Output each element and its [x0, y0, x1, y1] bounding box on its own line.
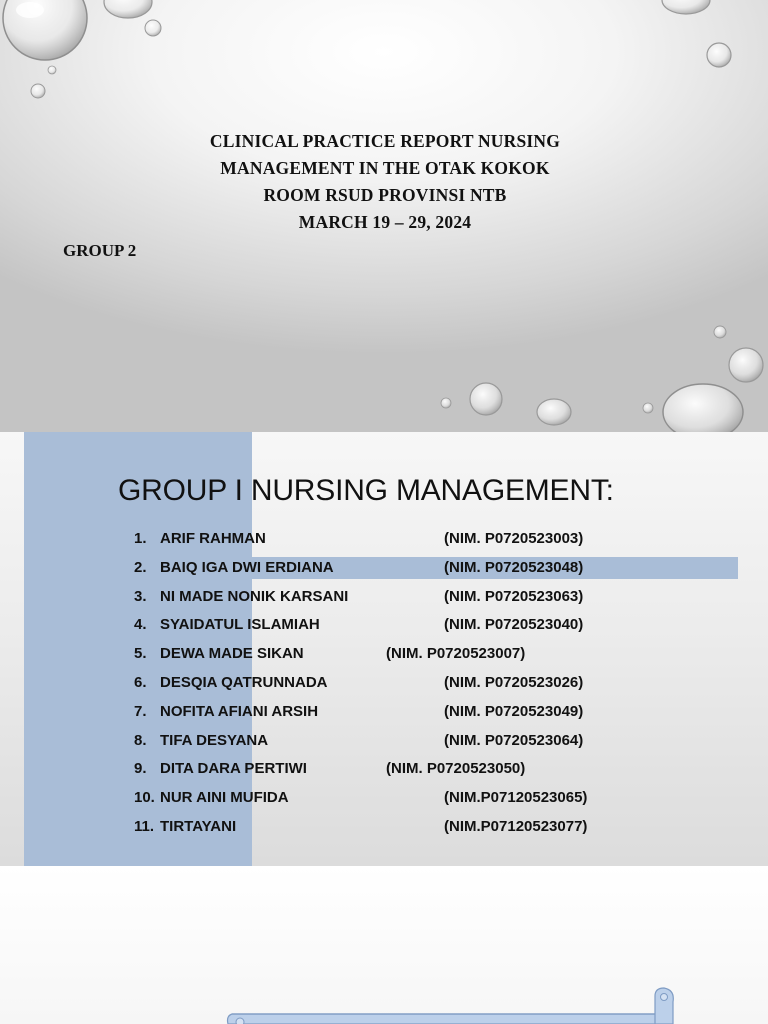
member-nim: (NIM. P0720523048): [444, 558, 584, 576]
item-number: 6.: [134, 673, 147, 691]
member-name: DEWA MADE SIKAN: [160, 645, 304, 663]
water-drop: [31, 84, 45, 98]
water-drop: [441, 398, 451, 408]
list-item: [0, 703, 768, 732]
list-item: [0, 674, 768, 703]
member-nim: (NIM. P0720523049): [444, 702, 584, 720]
item-number: 4.: [134, 616, 147, 634]
member-name: SYAIDATUL ISLAMIAH: [160, 616, 320, 634]
members-slide: [0, 432, 768, 866]
list-item: [0, 588, 768, 617]
title-line: ROOM RSUD PROVINSI NTB: [263, 185, 507, 205]
member-name: DITA DARA PERTIWI: [160, 760, 307, 778]
member-nim: (NIM. P0720523063): [444, 587, 584, 605]
item-number: 1.: [134, 530, 147, 547]
list-item: [0, 818, 768, 847]
list-item: [0, 732, 768, 761]
item-number: 3.: [134, 587, 147, 605]
member-name: NUR AINI MUFIDA: [160, 789, 289, 807]
scroll-banner-decoration: [0, 866, 768, 1024]
member-name: DESQIA QATRUNNADA: [160, 673, 328, 691]
next-slide-partial: [0, 866, 768, 1024]
list-item: [0, 616, 768, 645]
member-name: ARIF RAHMAN: [160, 530, 266, 547]
water-drop: [714, 326, 726, 338]
member-name: NOFITA AFIANI ARSIH: [160, 702, 319, 720]
member-nim: (NIM.P07120523065): [444, 789, 588, 807]
water-drop: [662, 0, 710, 14]
member-nim: (NIM. P0720523050): [386, 760, 526, 778]
members-heading: GROUP I NURSING MANAGEMENT:: [118, 474, 614, 507]
list-item: [0, 559, 768, 588]
water-drop: [145, 20, 161, 36]
water-drop: [3, 0, 87, 60]
water-drop: [537, 399, 571, 425]
list-item: [0, 645, 768, 674]
member-name: TIRTAYANI: [160, 817, 237, 835]
item-number: 11.: [134, 817, 155, 835]
title-slide: [0, 0, 768, 432]
member-nim: (NIM. P0720523064): [444, 731, 584, 749]
member-nim: (NIM. P0720523007): [386, 645, 526, 663]
title-line: CLINICAL PRACTICE REPORT NURSING: [209, 131, 561, 151]
member-nim: (NIM. P0720523040): [444, 616, 584, 634]
member-name: BAIQ IGA DWI ERDIANA: [160, 558, 334, 576]
item-number: 5.: [134, 645, 147, 663]
member-nim: (NIM. P0720523026): [444, 673, 584, 691]
member-list: [0, 530, 768, 847]
list-item: [0, 760, 768, 789]
item-number: 8.: [134, 731, 147, 749]
item-number: 9.: [134, 760, 147, 778]
water-drop: [729, 348, 763, 382]
water-drop: [663, 384, 743, 432]
water-drop: [48, 66, 56, 74]
group-label: GROUP 2: [63, 241, 137, 260]
list-item: [0, 789, 768, 818]
item-number: 7.: [134, 702, 147, 720]
item-number: 10.: [134, 789, 155, 807]
item-number: 2.: [134, 558, 147, 576]
list-item: [0, 530, 768, 559]
title-line: MANAGEMENT IN THE OTAK KOKOK: [220, 158, 550, 178]
member-name: TIFA DESYANA: [160, 731, 269, 749]
report-title: [150, 128, 620, 236]
water-drop: [104, 0, 152, 18]
water-drop: [643, 403, 653, 413]
title-date: MARCH 19 – 29, 2024: [298, 212, 472, 232]
member-nim: (NIM.P07120523077): [444, 817, 588, 835]
water-drop: [470, 383, 502, 415]
member-name: NI MADE NONIK KARSANI: [160, 587, 349, 605]
water-drop: [707, 43, 731, 67]
member-nim: (NIM. P0720523003): [444, 530, 584, 547]
